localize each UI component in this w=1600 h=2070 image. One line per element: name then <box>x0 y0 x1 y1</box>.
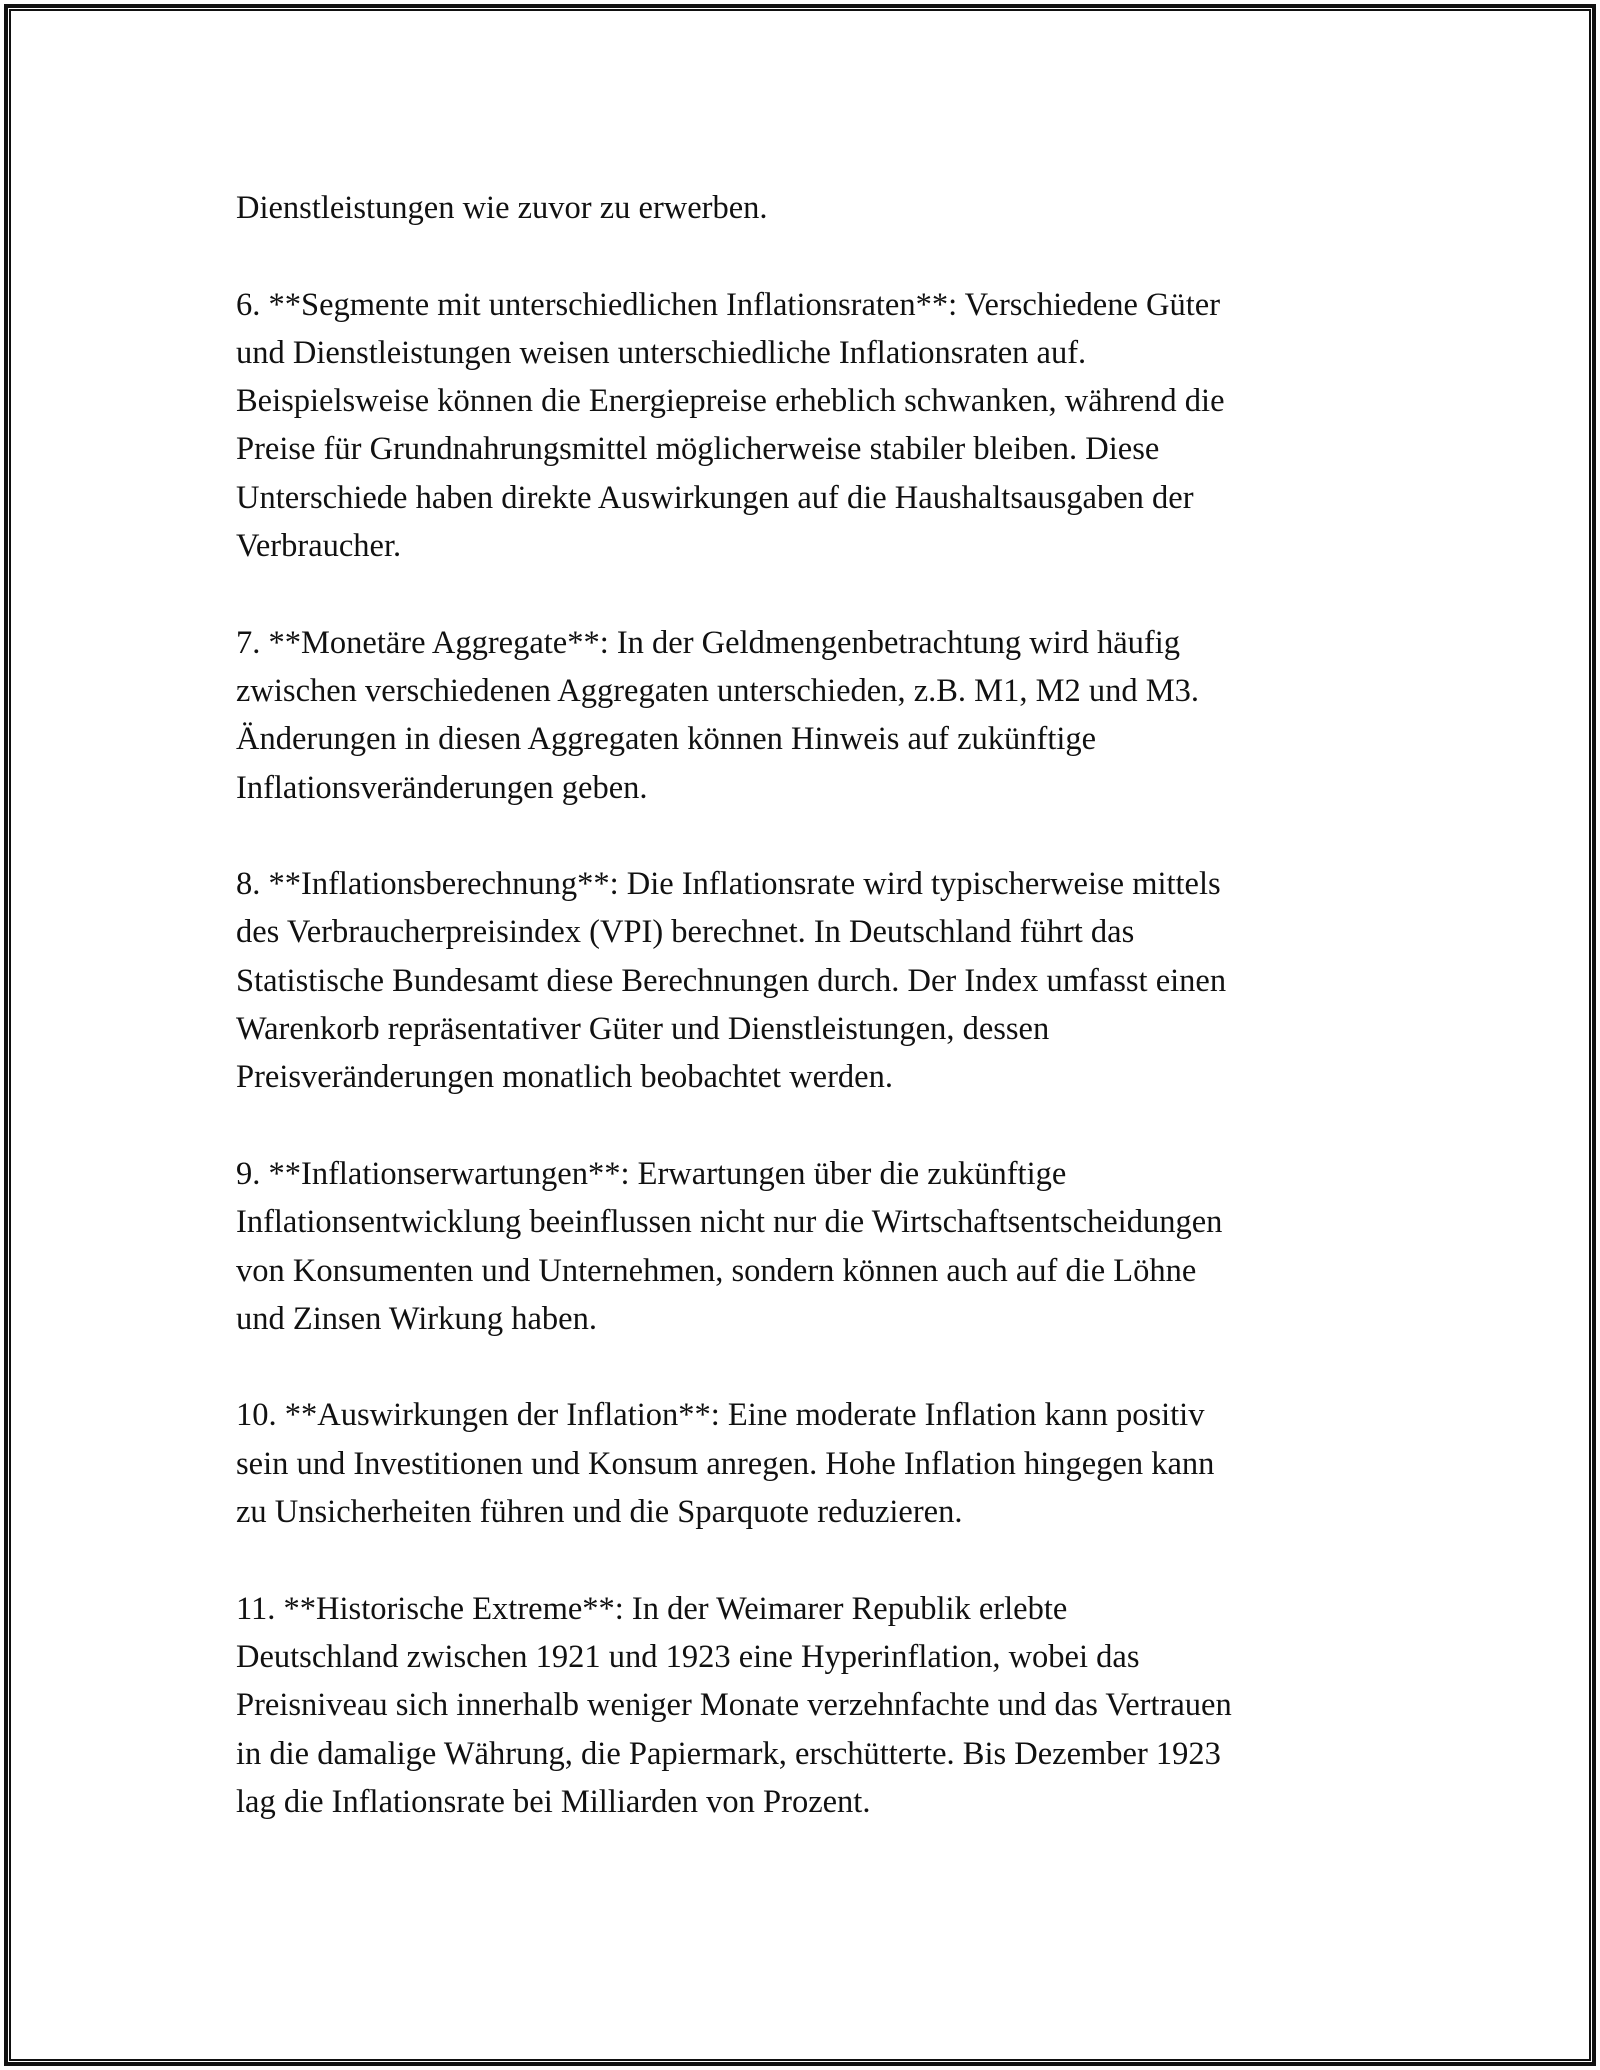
document-body <box>236 184 1366 1826</box>
paragraph-item-9: 9. **Inflationserwartungen**: Erwartungen über die zukünftige Inflationsentwicklung beeinflussen nicht nur die Wirtschaftsentscheidungen von Konsumenten und Unternehmen, sondern können auch auf die Löhne und Zinsen Wirkung haben. <box>236 1155 1223 1337</box>
paragraph-item-10: 10. **Auswirkungen der Inflation**: Eine moderate Inflation kann positiv sein und Investitionen und Konsum anregen. Hohe Inflation hingegen kann zu Unsicherheiten führen und die Sparquote reduzieren. <box>236 1397 1215 1531</box>
paragraph-item-7: 7. **Monetäre Aggregate**: In der Geldmengenbetrachtung wird häufig zwischen verschiedenen Aggregaten unterschieden, z.B. M1, M2 und M3. Änderungen in diesen Aggregaten können Hinweis auf zukünftige Inflationsveränderungen geben. <box>236 624 1200 806</box>
paragraph-item-8: 8. **Inflationsberechnung**: Die Inflationsrate wird typischerweise mittels des Verbraucherpreisindex (VPI) berechnet. In Deutschland führt das Statistische Bundesamt diese Berechnungen durch. Der Index umfasst einen Warenkorb repräsentativer Güter und Dienstleistungen, dessen Preisveränderungen monatlich beobachtet werden. <box>236 866 1227 1096</box>
paragraph-continuation: Dienstleistungen wie zuvor zu erwerben. <box>236 190 768 226</box>
paragraph-item-11: 11. **Historische Extreme**: In der Weimarer Republik erlebte Deutschland zwischen 1921 und 1923 eine Hyperinflation, wobei das Preisniveau sich innerhalb weniger Monate verzehnfachte und das Vertrauen in die damalige Währung, die Papiermark, erschütterte. Bis Dezember 1923 lag die Inflationsrate bei Milliarden von Prozent. <box>236 1590 1232 1820</box>
paragraph-item-6: 6. **Segmente mit unterschiedlichen Inflationsraten**: Verschiedene Güter und Dienstleistungen weisen unterschiedliche Inflationsraten auf. Beispielsweise können die Energiepreise erheblich schwanken, während die Preise für Grundnahrungsmittel möglicherweise stabiler bleiben. Diese Unterschiede haben direkte Auswirkungen auf die Haushaltsausgaben der Verbraucher. <box>236 286 1225 565</box>
